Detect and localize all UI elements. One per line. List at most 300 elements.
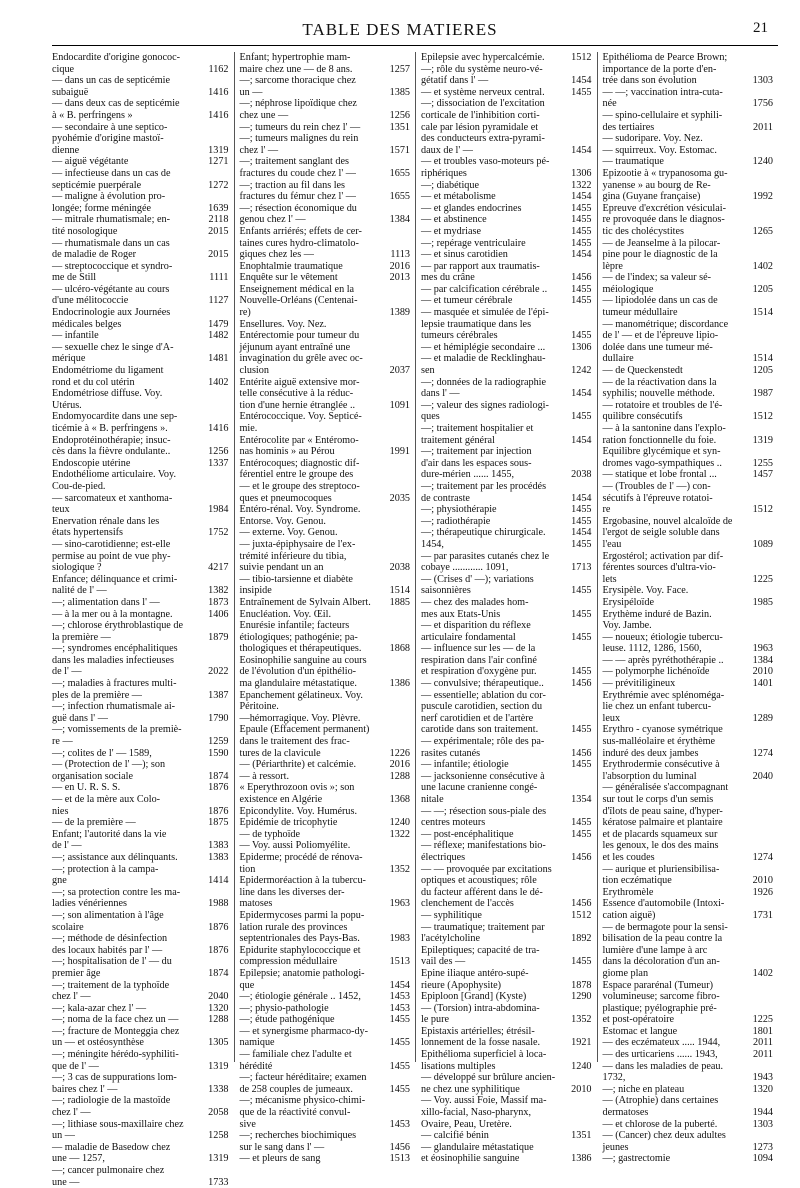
index-entry	[52, 968, 229, 980]
index-entry	[421, 52, 592, 64]
index-entry	[240, 435, 411, 447]
entry-text: —; thérapeutique chirurgicale.	[421, 527, 546, 539]
index-entry	[240, 446, 411, 458]
entry-text: Erythromèle	[602, 886, 654, 898]
entry-text: Entraînement de Sylvain Albert.	[239, 596, 371, 608]
entry-page-ref: 1455	[571, 538, 592, 550]
entry-page-ref: 1513	[389, 956, 410, 968]
entry-page-ref: 1454	[571, 492, 592, 504]
entry-page-ref: 1272	[208, 179, 229, 191]
entry-page-ref: 2022	[208, 666, 229, 678]
entry-page-ref: 1514	[389, 585, 410, 597]
index-entry	[52, 87, 229, 99]
entry-text: de l' —	[52, 840, 82, 852]
entry-page-ref: 1385	[389, 86, 410, 98]
index-entry	[603, 249, 774, 261]
index-entry	[52, 574, 229, 586]
index-entry	[240, 319, 411, 331]
index-entry	[421, 411, 592, 423]
index-entry	[52, 771, 229, 783]
entry-text: tumeur médullaire	[602, 307, 678, 319]
index-entry	[421, 133, 592, 145]
entry-text: — généralisée s'accompagnant	[602, 782, 729, 794]
index-entry	[603, 1095, 774, 1107]
entry-page-ref: 1256	[389, 109, 410, 121]
entry-text: Entorse. Voy. Genou.	[239, 515, 326, 527]
entry-text: tures de la clavicule	[239, 747, 321, 759]
index-entry	[52, 423, 229, 435]
entry-text: à « B. perfringens »	[52, 109, 133, 121]
entry-page-ref: 1205	[752, 365, 773, 377]
entry-page-ref: 1481	[208, 353, 229, 365]
index-entry	[240, 690, 411, 702]
index-entry	[421, 307, 592, 319]
entry-text: née	[602, 98, 617, 110]
entry-text: médicales belges	[52, 318, 122, 330]
entry-page-ref: 2011	[753, 121, 773, 133]
entry-page-ref: 2040	[752, 770, 773, 782]
index-entry	[52, 1107, 229, 1119]
entry-text: pyohémie d'origine mastoï-	[52, 133, 164, 145]
entry-text: puscule carotidien, section du	[421, 701, 543, 713]
index-entry	[421, 724, 592, 736]
entry-text: — infantile	[52, 330, 99, 342]
index-entry	[52, 458, 229, 470]
index-entry	[603, 133, 774, 145]
entry-page-ref: 1874	[208, 770, 229, 782]
index-entry	[421, 539, 592, 551]
entry-text: plastique; pyélographie pré-	[602, 1002, 717, 1014]
entry-text: des tertiaires	[602, 121, 655, 133]
entry-page-ref: 1242	[571, 365, 592, 377]
index-entry	[52, 759, 229, 771]
index-entry	[52, 620, 229, 632]
index-entry	[52, 504, 229, 516]
index-entry	[52, 1061, 229, 1073]
index-entry	[52, 226, 229, 238]
entry-page-ref: 1456	[571, 898, 592, 910]
index-entry	[421, 504, 592, 516]
entry-text: Epidermycoses parmi la popu-	[239, 909, 365, 921]
index-entry	[52, 180, 229, 192]
entry-text: — aurique et pluriensibilisa-	[602, 863, 720, 875]
entry-page-ref: 1386	[571, 1153, 592, 1165]
index-entry	[240, 98, 411, 110]
index-entry	[52, 1119, 229, 1131]
entry-text: — streptococcique et syndro-	[52, 260, 173, 272]
index-entry	[421, 1084, 592, 1096]
entry-page-ref: 1259	[208, 736, 229, 748]
entry-text: clenchement de l'accès	[421, 898, 514, 910]
index-entry	[52, 319, 229, 331]
index-entry	[421, 736, 592, 748]
entry-page-ref: 1874	[208, 967, 229, 979]
entry-text: ne chez une syphilitique	[421, 1083, 520, 1095]
entry-text: permise au point de vue phy-	[52, 550, 171, 562]
index-entry	[421, 295, 592, 307]
entry-text: Epidémie de tricophytie	[239, 817, 338, 829]
index-entry	[603, 829, 774, 841]
entry-text: —; mécanisme physico-chimi-	[239, 1095, 366, 1107]
entry-page-ref: 2118	[208, 214, 229, 226]
entry-text: Eosinophilie sanguine au cours	[239, 654, 367, 666]
entry-page-ref: 1991	[389, 446, 410, 458]
index-entry	[240, 191, 411, 203]
index-entry	[421, 1037, 592, 1049]
index-entry	[603, 1072, 774, 1084]
entry-text: — (Crises d' —); variations	[421, 573, 534, 585]
index-entry	[240, 922, 411, 934]
entry-text: dans le traitement des frac-	[239, 736, 350, 748]
entry-text: sécutifs à l'épreuve rotatoi-	[602, 492, 713, 504]
index-entry	[421, 1153, 592, 1165]
index-entry	[240, 75, 411, 87]
entry-text: d'une mélitococcie	[52, 295, 129, 307]
entry-page-ref: 1455	[571, 504, 592, 516]
index-entry	[421, 168, 592, 180]
entry-text: —; étude pathogénique	[239, 1014, 335, 1026]
entry-text: — lipiodolée dans un cas de	[602, 295, 718, 307]
entry-text: mérique	[52, 353, 86, 365]
entry-page-ref: 1983	[389, 933, 410, 945]
index-entry	[603, 446, 774, 458]
entry-text: existence en Algérie	[239, 794, 323, 805]
entry-page-ref: 1454	[571, 388, 592, 400]
entry-page-ref: 1322	[571, 179, 592, 191]
entry-page-ref: 1455	[571, 237, 592, 249]
entry-text: Estomac et langue	[602, 1025, 678, 1037]
entry-text: — ulcéro-végétante au cours	[52, 283, 170, 295]
entry-text: cès dans la fièvre ondulante..	[52, 446, 171, 458]
index-column-3	[415, 52, 597, 1165]
index-entry	[603, 238, 774, 250]
index-entry	[603, 527, 774, 539]
entry-page-ref: 1987	[752, 388, 773, 400]
index-entry	[603, 1049, 774, 1061]
entry-page-ref: 1514	[752, 353, 773, 365]
index-entry	[603, 875, 774, 887]
entry-text: Erysipèle. Voy. Face.	[602, 585, 689, 597]
entry-page-ref: 1226	[389, 747, 410, 759]
index-entry	[52, 469, 229, 481]
entry-text: guë dans l' —	[52, 712, 108, 724]
entry-text: férentes sources d'ultra-vio-	[602, 562, 716, 574]
index-entry	[603, 713, 774, 725]
entry-text: Erythrodermie consécutive à	[602, 759, 720, 771]
index-entry	[421, 75, 592, 87]
index-entry	[421, 713, 592, 725]
index-entry	[240, 991, 411, 1003]
entry-text: —; étiologie générale .. 1452,	[239, 991, 361, 1003]
entry-page-ref: 2011	[753, 1037, 773, 1049]
index-entry	[52, 1130, 229, 1142]
index-entry	[603, 122, 774, 134]
entry-text: Enucléation. Voy. Œil.	[239, 608, 331, 620]
entry-text: —; néphrose lipoïdique chez	[239, 98, 357, 110]
index-entry	[52, 1003, 229, 1015]
entry-text: — par rapport aux traumatis-	[421, 260, 540, 272]
entry-text: — (Protection de l' —); son	[52, 759, 166, 771]
entry-text: induré des deux jambes	[602, 747, 699, 759]
entry-text: —; gastrectomie	[602, 1153, 671, 1165]
index-entry	[240, 562, 411, 574]
index-entry	[603, 991, 774, 1003]
index-entry	[421, 597, 592, 609]
entry-text: Endocrinologie aux Journées	[52, 307, 171, 319]
entry-text: Epiploon [Grand] (Kyste)	[421, 991, 527, 1003]
index-entry	[240, 678, 411, 690]
entry-text: — — après pyréthothérapie ..	[602, 654, 724, 666]
entry-text: Epistaxis artérielles; étrésil-	[421, 1025, 535, 1037]
index-entry	[603, 551, 774, 563]
entry-page-ref: 1455	[571, 411, 592, 423]
index-entry	[52, 527, 229, 539]
index-entry	[52, 249, 229, 261]
index-entry	[603, 64, 774, 76]
entry-page-ref: 1094	[752, 1153, 773, 1165]
entry-page-ref: 1985	[752, 596, 773, 608]
index-entry	[421, 551, 592, 563]
entry-page-ref: 1868	[389, 643, 410, 655]
entry-text: — juxta-épiphysaire de l'ex-	[239, 538, 356, 550]
entry-text: Epreuve d'excrétion vésiculai-	[602, 202, 726, 214]
entry-text: —; maladies à fractures multi-	[52, 678, 177, 690]
index-entry	[603, 365, 774, 377]
index-entry	[240, 307, 411, 319]
index-entry	[52, 353, 229, 365]
entry-text: —; repérage ventriculaire	[421, 237, 526, 249]
entry-text: chez une —	[239, 109, 289, 121]
entry-text: lumière d'une lampe à arc	[602, 944, 708, 956]
index-entry	[240, 481, 411, 493]
index-entry	[603, 620, 774, 632]
index-entry	[421, 829, 592, 841]
entry-text: — chez des malades hom-	[421, 596, 529, 608]
entry-text: — de la réactivation dans la	[602, 376, 717, 388]
index-entry	[52, 655, 229, 667]
entry-page-ref: 1383	[208, 851, 229, 863]
entry-text: nerf carotidien et de l'artère	[421, 712, 534, 724]
entry-text: —; son alimentation à l'âge	[52, 909, 164, 921]
index-entry	[603, 1130, 774, 1142]
entry-text: Erythrémie avec splénoméga-	[602, 689, 725, 701]
entry-text: quilibre consécutifs	[602, 411, 683, 423]
index-entry	[421, 771, 592, 783]
index-entry	[421, 1119, 592, 1131]
index-entry	[421, 968, 592, 980]
entry-page-ref: 1414	[208, 875, 229, 887]
entry-text: bilisation de la peau contre la	[602, 933, 723, 945]
entry-text: Epidurite staphylococcique et	[239, 944, 361, 956]
entry-page-ref: 2010	[752, 875, 773, 887]
entry-text: — et chlorose de la puberté.	[602, 1118, 718, 1130]
entry-page-ref: 1127	[208, 295, 229, 307]
entry-text: — et tumeur cérébrale	[421, 295, 513, 307]
entry-text: — familiale chez l'adulte et	[239, 1049, 352, 1061]
index-entry	[240, 168, 411, 180]
entry-text: baires chez l' —	[52, 1083, 118, 1095]
entry-page-ref: 2058	[208, 1107, 229, 1119]
entry-text: Enervation rénale dans les	[52, 515, 160, 527]
index-entry	[52, 956, 229, 968]
index-column-1	[52, 52, 234, 1188]
index-entry	[603, 493, 774, 505]
entry-page-ref: 1943	[752, 1072, 773, 1084]
index-column-4	[597, 52, 779, 1165]
index-entry	[52, 295, 229, 307]
entry-text: — traumatique	[602, 156, 664, 168]
entry-page-ref: 1384	[389, 214, 410, 226]
index-entry	[52, 64, 229, 76]
index-entry	[603, 388, 774, 400]
entry-text: — sudoripare. Voy. Nez.	[602, 133, 703, 145]
index-entry	[421, 1130, 592, 1142]
index-entry	[421, 516, 592, 528]
index-entry	[421, 922, 592, 934]
entry-text: jéjunum ayant entraîné une	[239, 341, 351, 353]
index-entry	[240, 411, 411, 423]
index-entry	[52, 980, 229, 992]
entry-text: l'ergot de seigle soluble dans	[602, 527, 720, 539]
index-entry	[240, 806, 411, 818]
index-entry	[240, 1014, 411, 1026]
index-entry	[603, 771, 774, 783]
index-entry	[52, 829, 229, 841]
index-entry	[421, 817, 592, 829]
entry-page-ref: 1879	[208, 631, 229, 643]
entry-page-ref: 1406	[208, 608, 229, 620]
entry-page-ref: 1225	[752, 1014, 773, 1026]
entry-page-ref: 1384	[752, 654, 773, 666]
index-entry	[52, 75, 229, 87]
index-entry	[52, 910, 229, 922]
entry-text: — sarcomateux et xanthoma-	[52, 492, 173, 504]
entry-page-ref: 1984	[208, 504, 229, 516]
index-entry	[603, 840, 774, 852]
entry-page-ref: 1319	[208, 1153, 229, 1165]
entry-text: —; physiothérapie	[421, 504, 497, 516]
index-entry	[52, 377, 229, 389]
index-entry	[240, 122, 411, 134]
index-entry	[52, 551, 229, 563]
index-entry	[421, 1049, 592, 1061]
index-entry	[603, 748, 774, 760]
entry-text: ladies vénériennes	[52, 898, 127, 910]
index-entry	[421, 980, 592, 992]
entry-page-ref: 1790	[208, 712, 229, 724]
entry-text: lation rurale des provinces	[239, 921, 348, 933]
index-entry	[421, 840, 592, 852]
entry-text: — influence sur les — de la	[421, 643, 536, 655]
entry-text: Epaule (Effacement permanent)	[239, 724, 370, 736]
entry-text: « Eperythrozoon ovis »; son	[239, 782, 355, 794]
index-entry	[52, 110, 229, 122]
index-entry	[603, 539, 774, 551]
entry-text: saisonnières	[421, 585, 471, 597]
entry-text: — de Jeanselme à la pilocar-	[602, 237, 721, 249]
entry-text: ma glandulaire métastatique.	[239, 678, 357, 690]
header-rule	[52, 45, 778, 46]
entry-text: me de Still	[52, 272, 97, 284]
index-entry	[52, 481, 229, 493]
entry-text: sive	[239, 1118, 256, 1130]
entry-text: —; chlorose érythroblastique de	[52, 620, 183, 632]
index-entry	[52, 840, 229, 852]
entry-page-ref: 1876	[208, 782, 229, 794]
index-entry	[603, 272, 774, 284]
entry-text: —; sa protection contre les ma-	[52, 886, 181, 898]
entry-page-ref: 1590	[208, 747, 229, 759]
index-entry	[52, 493, 229, 505]
entry-text: —; syndromes encéphalitiques	[52, 643, 178, 655]
entry-page-ref: 1290	[571, 991, 592, 1003]
index-entry	[421, 377, 592, 389]
entry-text: importance de la porte d'en-	[602, 63, 717, 75]
entry-text: Equilibre glycémique et syn-	[602, 446, 721, 458]
entry-page-ref: 1352	[571, 1014, 592, 1026]
entry-page-ref: 1271	[208, 156, 229, 168]
index-entry	[240, 527, 411, 539]
entry-page-ref: 1639	[208, 202, 229, 214]
entry-page-ref: 1453	[389, 1002, 410, 1014]
index-entry	[52, 945, 229, 957]
entry-text: lisations multiples	[421, 1060, 496, 1072]
index-entry	[52, 435, 229, 447]
index-entry	[240, 272, 411, 284]
index-entry	[52, 1095, 229, 1107]
entry-text: —; vomissements de la premiè-	[52, 724, 182, 736]
index-entry	[240, 1142, 411, 1154]
index-entry	[240, 852, 411, 864]
entry-page-ref: 1455	[571, 724, 592, 736]
index-entry	[421, 98, 592, 110]
entry-text: Ensellures. Voy. Nez.	[239, 318, 327, 330]
index-entry	[603, 666, 774, 678]
entry-text: —; rôle du système neuro-vé-	[421, 63, 543, 75]
entry-page-ref: 1454	[571, 249, 592, 261]
entry-text: —; méthode de désinfection	[52, 933, 168, 945]
index-entry	[421, 191, 592, 203]
entry-text: — Voy. aussi Foie, Massif ma-	[421, 1095, 547, 1107]
index-entry	[52, 922, 229, 934]
entry-page-ref: 2038	[389, 562, 410, 574]
entry-text: — et système nerveux central.	[421, 86, 545, 98]
entry-text: corticale de l'inhibition corti-	[421, 109, 540, 121]
index-entry	[240, 574, 411, 586]
entry-page-ref: 1303	[752, 1118, 773, 1130]
index-entry	[52, 1153, 229, 1165]
index-entry	[52, 991, 229, 1003]
index-entry	[52, 666, 229, 678]
index-entry	[421, 574, 592, 586]
index-entry	[421, 342, 592, 354]
entry-page-ref: 2035	[389, 492, 410, 504]
entry-page-ref: 1255	[752, 457, 773, 469]
entry-text: que	[239, 979, 255, 991]
entry-text: — et le groupe des streptoco-	[239, 480, 360, 492]
index-entry	[421, 145, 592, 157]
index-entry	[421, 365, 592, 377]
entry-text: — et disparition du réflexe	[421, 620, 531, 632]
entry-text: — de bermagote pour la sensi-	[602, 921, 728, 933]
index-entry	[52, 898, 229, 910]
index-entry	[240, 342, 411, 354]
entry-page-ref: 1320	[208, 1002, 229, 1014]
entry-page-ref: 1454	[571, 434, 592, 446]
entry-text: —; facteur héréditaire; examen	[239, 1072, 367, 1084]
entry-text: subaiguë	[52, 86, 89, 98]
index-entry	[421, 493, 592, 505]
